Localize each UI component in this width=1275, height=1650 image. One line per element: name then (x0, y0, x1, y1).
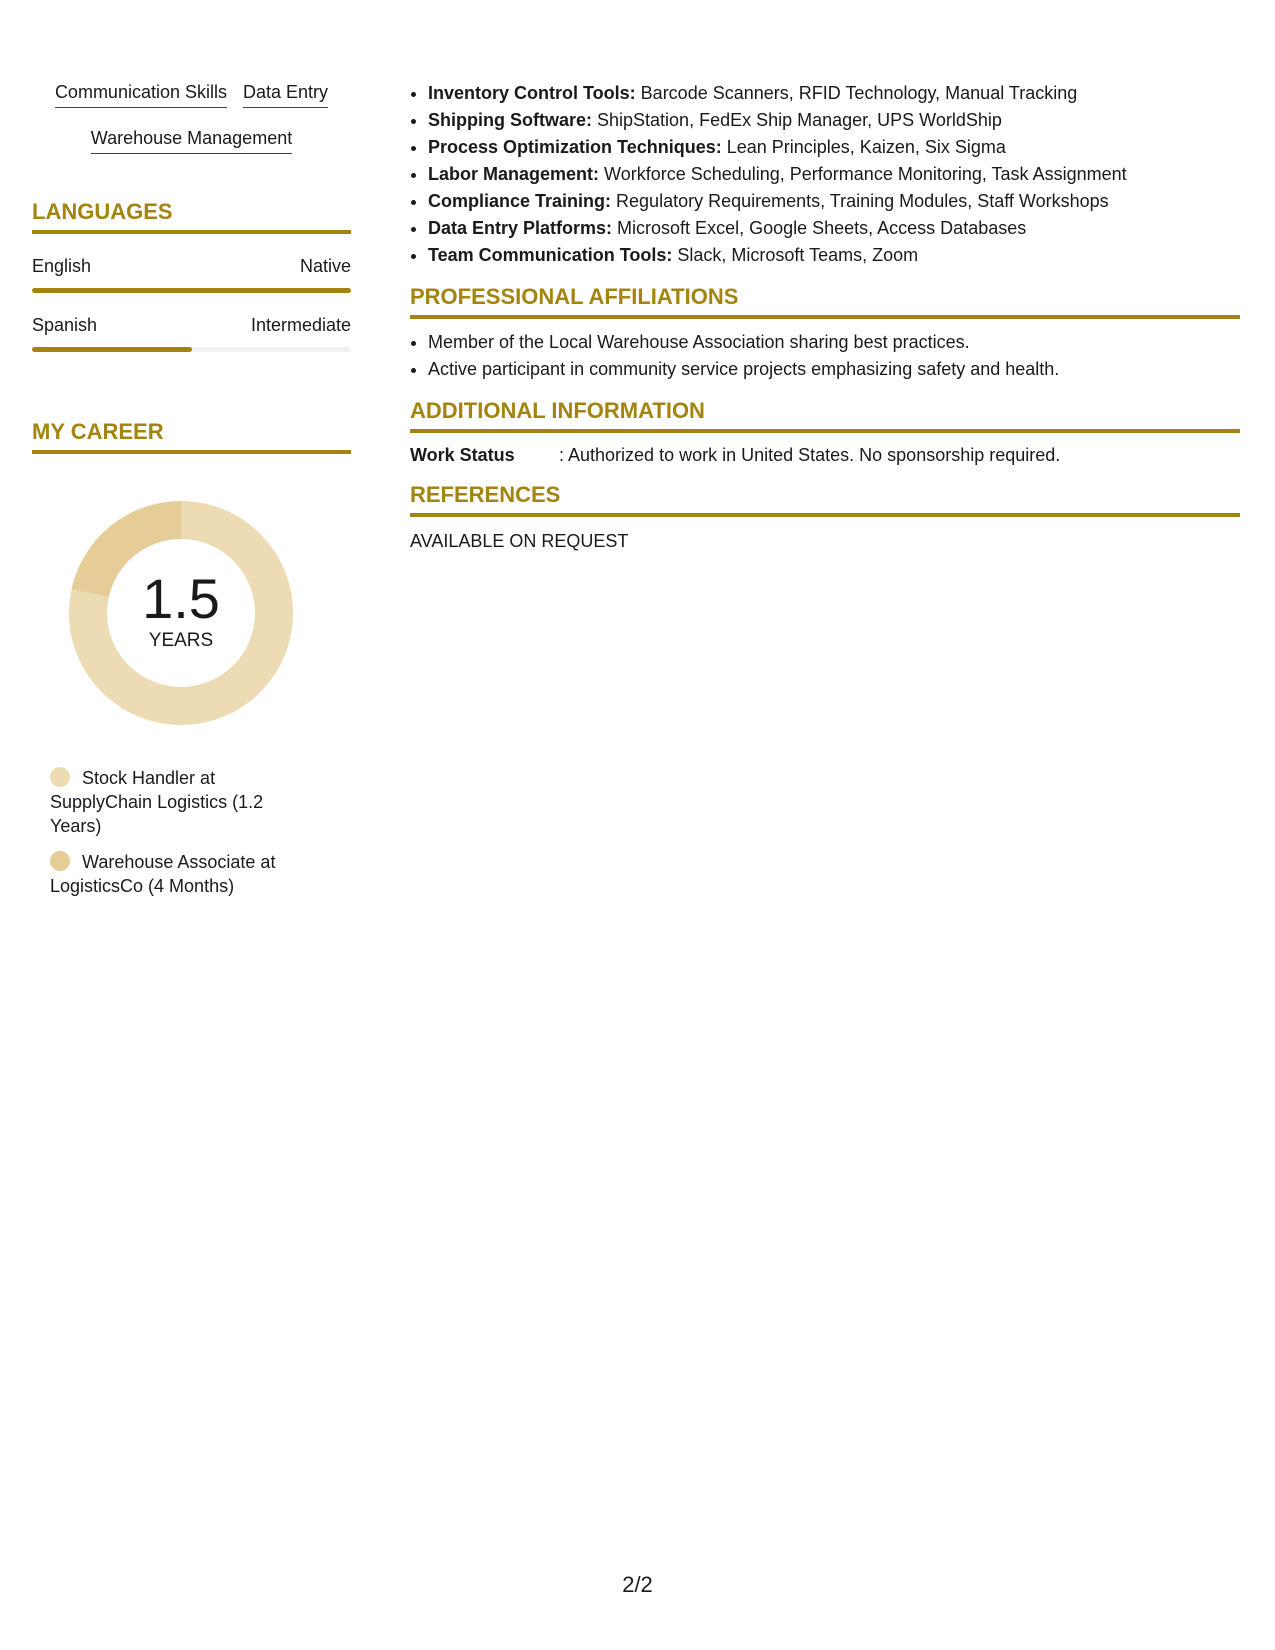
skills-list (32, 80, 351, 172)
career-heading: MY CAREER (32, 418, 351, 454)
language-proficiency-fill (32, 347, 192, 352)
tools-list (410, 80, 1240, 269)
language-item (32, 254, 351, 293)
language-proficiency-fill (32, 288, 351, 293)
tool-value: Workforce Scheduling, Performance Monitoring, Task Assignment (599, 164, 1127, 184)
list-item (428, 161, 1240, 188)
main-content (410, 80, 1240, 553)
tool-label: Team Communication Tools: (428, 245, 673, 265)
career-legend (50, 766, 300, 898)
affiliations-heading: PROFESSIONAL AFFILIATIONS (410, 283, 1240, 319)
tool-value: Microsoft Excel, Google Sheets, Access Databases (612, 218, 1027, 238)
career-unit: YEARS (148, 630, 214, 651)
language-item (32, 313, 351, 352)
references-heading: REFERENCES (410, 481, 1240, 517)
tool-value: Lean Principles, Kaizen, Six Sigma (721, 137, 1006, 157)
language-name: Spanish (32, 315, 98, 335)
tool-value: Regulatory Requirements, Training Modules, Staff Workshops (611, 191, 1109, 211)
tool-label: Shipping Software: (428, 110, 592, 130)
list-item (428, 107, 1240, 134)
career-total: 1.5 (142, 567, 220, 630)
legend-item (50, 850, 300, 898)
tool-value: ShipStation, FedEx Ship Manager, UPS WorldShip (592, 110, 1002, 130)
legend-swatch (50, 767, 70, 787)
legend-swatch (50, 851, 70, 871)
legend-label: Stock Handler at SupplyChain Logistics (1.2 Years) (50, 768, 264, 836)
list-item (428, 242, 1240, 269)
skill-tag: Data Entry (243, 80, 328, 108)
additional-info-heading: ADDITIONAL INFORMATION (410, 397, 1240, 433)
tool-value: Barcode Scanners, RFID Technology, Manual Tracking (635, 83, 1078, 103)
list-item: • Active participant in community service projects emphasizing safety and health. (428, 356, 1240, 383)
affiliations-list (410, 329, 1240, 383)
language-name: English (32, 256, 92, 276)
languages-heading: LANGUAGES (32, 198, 351, 234)
language-level: Native (299, 256, 351, 276)
list-item (428, 215, 1240, 242)
tool-value: Slack, Microsoft Teams, Zoom (672, 245, 919, 265)
list-item (428, 80, 1240, 107)
legend-label: Warehouse Associate at LogisticsCo (4 Months) (50, 852, 276, 896)
list-item: • Member of the Local Warehouse Association sharing best practices. (428, 329, 1240, 356)
work-status (410, 443, 1240, 467)
skill-tag: Communication Skills (55, 80, 227, 108)
tool-label: Compliance Training: (428, 191, 612, 211)
page-number: 2/2 (622, 1572, 653, 1597)
language-level: Intermediate (250, 315, 351, 335)
references-text: AVAILABLE ON REQUEST (410, 531, 629, 551)
work-status-value: : Authorized to work in United States. No sponsorship required. (559, 445, 1061, 465)
tool-label: Data Entry Platforms: (428, 218, 613, 238)
language-proficiency-bar (32, 347, 351, 352)
legend-item (50, 766, 300, 838)
skill-tag: Warehouse Management (91, 126, 292, 154)
work-status-label: Work Status (410, 445, 515, 465)
list-item (428, 134, 1240, 161)
sidebar (32, 80, 351, 910)
career-donut-chart (66, 498, 296, 728)
list-item (428, 188, 1240, 215)
tool-label: Labor Management: (428, 164, 600, 184)
tool-label: Inventory Control Tools: (428, 83, 636, 103)
tool-label: Process Optimization Techniques: (428, 137, 722, 157)
language-proficiency-bar (32, 288, 351, 293)
donut-center (66, 498, 296, 728)
